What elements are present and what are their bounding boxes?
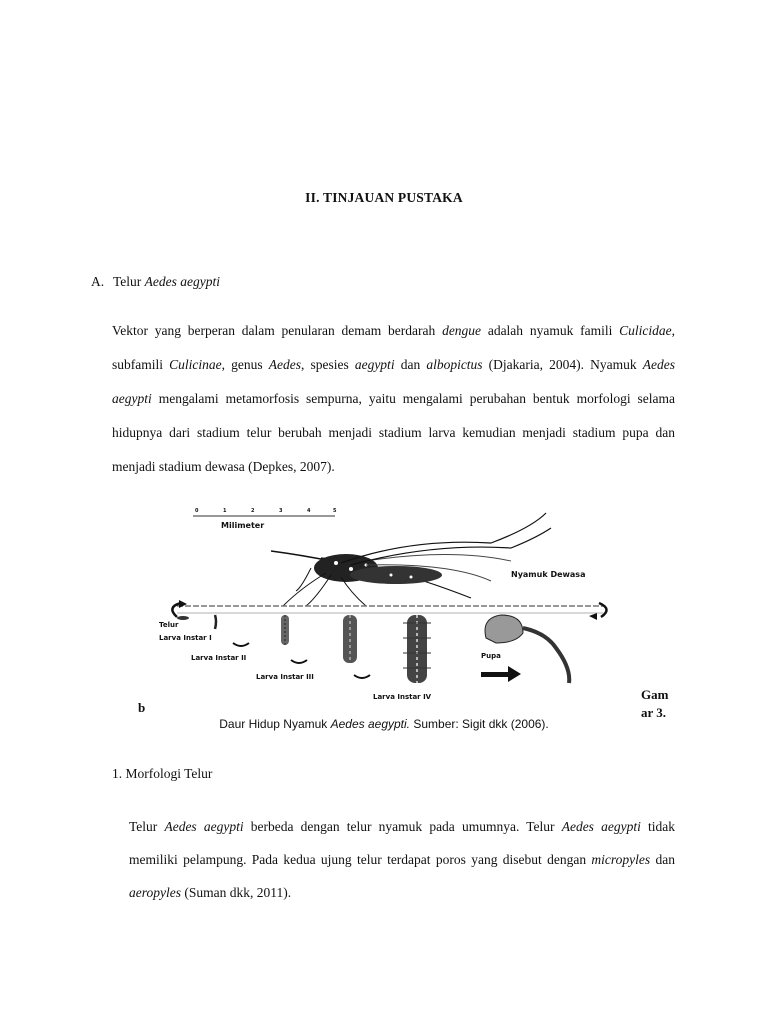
scale-label: Milimeter (221, 521, 265, 530)
text-run: dan (394, 357, 427, 372)
scale-tick-label: 4 (307, 508, 311, 514)
italic-text: Aedes aegypti (561, 819, 641, 834)
text-run: tidak memiliki pelampung. Pada kedua ujung telur terdapat poros yang disebut dengan (129, 819, 675, 867)
text-run: mengalami metamorfosis sempurna, yaitu mengalami perubahan bentuk morfologi selama hidupnya dari stadium telur berubah menjadi stadium larva kemudian menjadi stadium pupa dan menjadi stadium dewasa (Depkes, 2007). (112, 391, 675, 474)
larva-instar-1-label: Larva Instar I (159, 634, 212, 642)
section-label: Telur (113, 274, 145, 289)
figure-label-part: ar 3. (641, 705, 667, 720)
text-run: Daur Hidup Nyamuk (219, 717, 331, 731)
adult-label: Nyamuk Dewasa (511, 570, 586, 579)
text-run: , subfamili (112, 323, 675, 372)
body-paragraph (129, 810, 675, 909)
pupa-drawing (481, 615, 569, 683)
larva-instar-2-label: Larva Instar II (191, 654, 247, 662)
egg-label: Telur (159, 621, 179, 629)
scale-tick-label: 5 (333, 508, 337, 514)
text-run: , genus (221, 357, 269, 372)
figure-label-part: Gam (641, 687, 669, 702)
italic-text: micropyles (591, 852, 651, 867)
larva-instar-4-label: Larva Instar IV (373, 693, 432, 701)
italic-text: Culicidae (619, 323, 672, 338)
larva-instar-3-label: Larva Instar III (256, 673, 314, 681)
body-paragraph (112, 314, 675, 484)
scale-tick-label: 3 (279, 508, 283, 514)
mosquito-life-cycle-figure (151, 503, 623, 708)
scale-tick-label: 0 (195, 508, 199, 514)
text-run: (Suman dkk, 2011). (180, 885, 292, 900)
text-run: Telur (129, 819, 165, 834)
italic-text: Culicinae (169, 357, 222, 372)
page-title: II. TINJAUAN PUSTAKA (305, 190, 463, 205)
pupa-label: Pupa (481, 652, 501, 660)
subsection-heading: 1. Morfologi Telur (112, 766, 213, 781)
italic-text: aeropyles (129, 885, 181, 900)
section-label-species: Aedes aegypti (144, 274, 221, 289)
text-run: dan (650, 852, 675, 867)
italic-text: Aedes aegypti (112, 357, 675, 406)
italic-text: Aedes (268, 357, 301, 372)
figure-caption (0, 717, 768, 731)
italic-text: albopictus (426, 357, 483, 372)
larvae-drawings (159, 615, 432, 701)
text-run: berbeda dengan telur nyamuk pada umumnya. Telur (243, 819, 562, 834)
text-run: Sumber: Sigit dkk (2006). (410, 717, 549, 731)
text-run: , spesies (300, 357, 355, 372)
section-heading (91, 274, 220, 290)
water-surface (172, 600, 606, 620)
italic-text: Aedes aegypti. (330, 717, 411, 731)
adult-mosquito-drawing (271, 513, 585, 606)
figure-label-fragment: b (138, 700, 146, 715)
italic-text: Aedes aegypti (164, 819, 244, 834)
millimeter-scale (193, 508, 337, 530)
text-run: Vektor yang berperan dalam penularan demam berdarah (112, 323, 443, 338)
text-run: (Djakaria, 2004). Nyamuk (482, 357, 643, 372)
italic-text: aegypti (354, 357, 395, 372)
scale-tick-label: 2 (251, 508, 255, 514)
section-number: A. (91, 274, 105, 289)
italic-text: dengue (442, 323, 482, 338)
scale-tick-label: 1 (223, 508, 227, 514)
text-run: adalah nyamuk famili (481, 323, 620, 338)
